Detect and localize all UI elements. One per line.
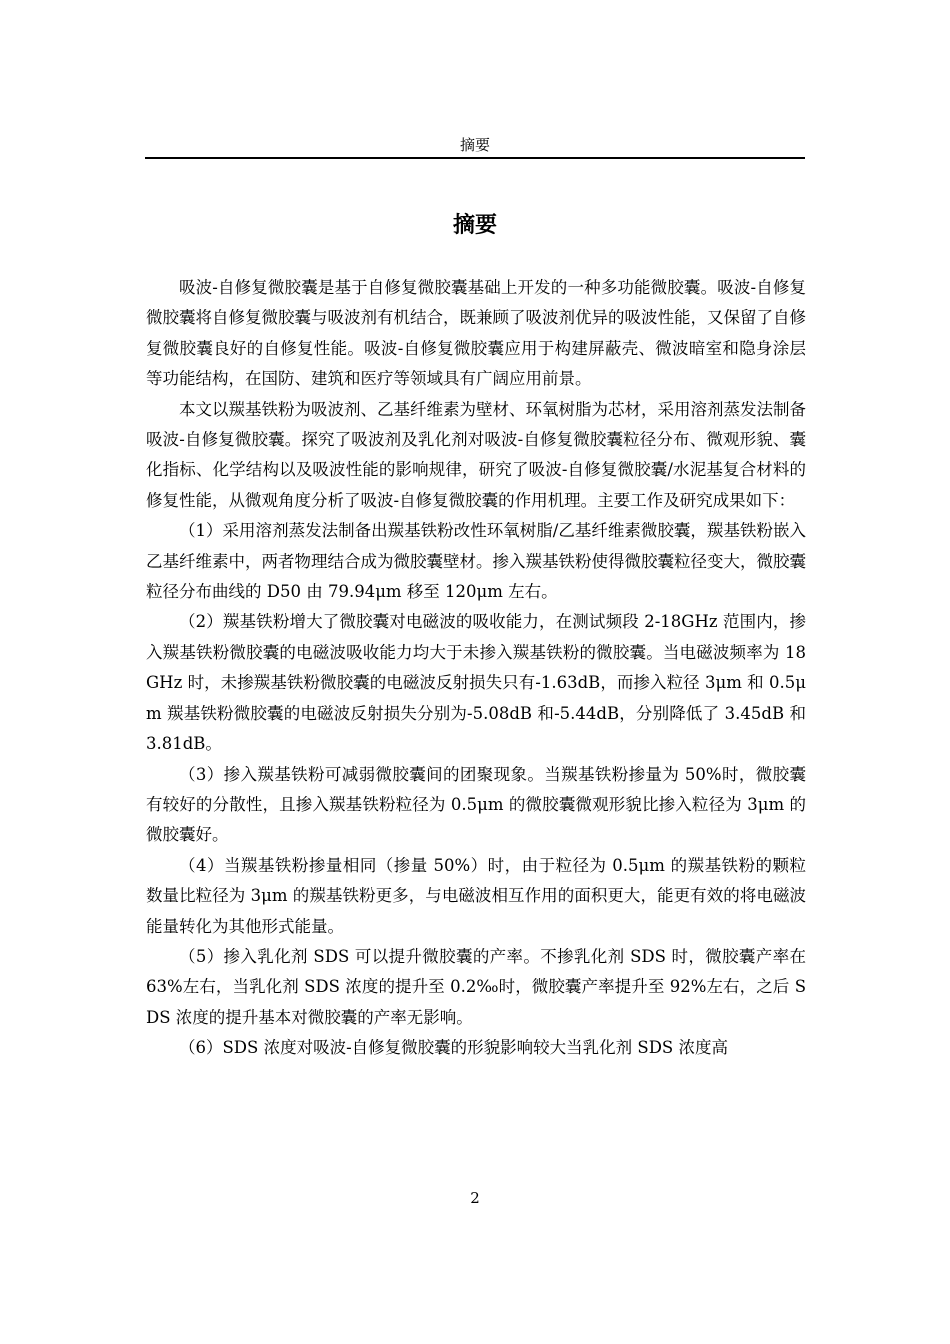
paragraph-finding-3: （3）掺入羰基铁粉可减弱微胶囊间的团聚现象。当羰基铁粉掺量为 50%时，微胶囊有较好的分散性，且掺入羰基铁粉粒径为 0.5μm 的微胶囊微观形貌比掺入粒径为 3μm 的微胶囊好。: [146, 764, 806, 845]
header-rule: [145, 157, 805, 159]
paragraph-finding-2: （2）羰基铁粉增大了微胶囊对电磁波的吸收能力，在测试频段 2-18GHz 范围内，掺入羰基铁粉微胶囊的电磁波吸收能力均大于未掺入羰基铁粉的微胶囊。当电磁波频率为 18GHz 时，未掺羰基铁粉微胶囊的电磁波反射损失只有-1.63dB，而掺入粒径 3μm 和 0.5μm 羰基铁粉微胶囊的电磁波反射损失分别为-5.08dB 和-5.44dB，分别降低了 3.45dB 和 3.81dB。: [146, 612, 806, 754]
paragraph-method: 本文以羰基铁粉为吸波剂、乙基纤维素为壁材、环氧树脂为芯材，采用溶剂蒸发法制备吸波-自修复微胶囊。探究了吸波剂及乳化剂对吸波-自修复微胶囊粒径分布、微观形貌、囊化指标、化学结构以及吸波性能的影响规律，研究了吸波-自修复微胶囊/水泥基复合材料的修复性能，从微观角度分析了吸波-自修复微胶囊的作用机理。主要工作及研究成果如下：: [146, 399, 806, 510]
page-title: 摘要: [452, 213, 497, 238]
paragraph-finding-1: （1）采用溶剂蒸发法制备出羰基铁粉改性环氧树脂/乙基纤维素微胶囊，羰基铁粉嵌入乙基纤维素中，两者物理结合成为微胶囊壁材。掺入羰基铁粉使得微胶囊粒径变大，微胶囊粒径分布曲线的 D50 由 79.94μm 移至 120μm 左右。: [146, 521, 806, 602]
abstract-body: [146, 273, 806, 1064]
paragraph-finding-4: （4）当羰基铁粉掺量相同（掺量 50%）时，由于粒径为 0.5μm 的羰基铁粉的颗粒数量比粒径为 3μm 的羰基铁粉更多，与电磁波相互作用的面积更大，能更有效的将电磁波能量转化为其他形式能量。: [146, 855, 806, 936]
page-number: 2: [470, 1189, 480, 1207]
paragraph-intro: 吸波-自修复微胶囊是基于自修复微胶囊基础上开发的一种多功能微胶囊。吸波-自修复微胶囊将自修复微胶囊与吸波剂有机结合，既兼顾了吸波剂优异的吸波性能，又保留了自修复微胶囊良好的自修复性能。吸波-自修复微胶囊应用于构建屏蔽壳、微波暗室和隐身涂层等功能结构，在国防、建筑和医疗等领域具有广阔应用前景。: [146, 278, 806, 389]
paragraph-finding-5: （5）掺入乳化剂 SDS 可以提升微胶囊的产率。不掺乳化剂 SDS 时，微胶囊产率在 63%左右，当乳化剂 SDS 浓度的提升至 0.2‰时，微胶囊产率提升至 92%左右，之后 SDS 浓度的提升基本对微胶囊的产率无影响。: [146, 946, 806, 1027]
running-header: 摘要: [459, 136, 490, 154]
paragraph-finding-6: （6）SDS 浓度对吸波-自修复微胶囊的形貌影响较大当乳化剂 SDS 浓度高: [179, 1038, 728, 1058]
